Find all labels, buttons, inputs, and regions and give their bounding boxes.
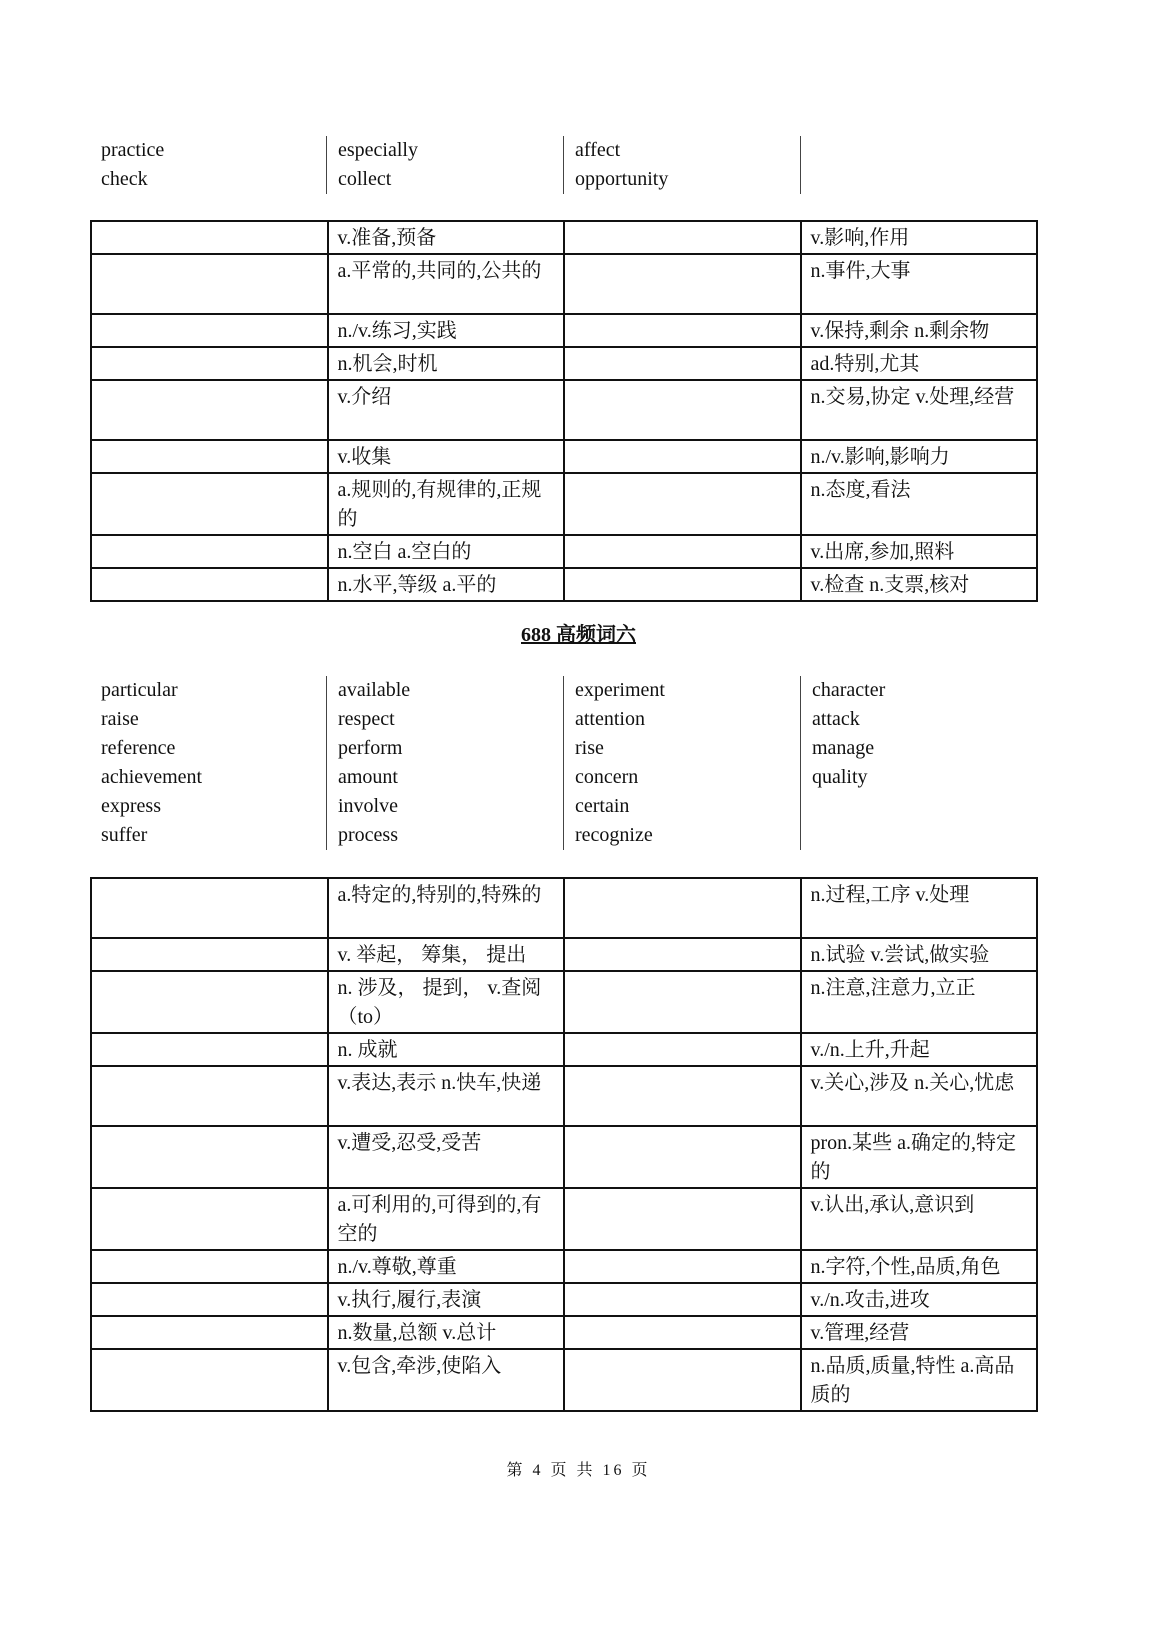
definition-cell: v.出席,参加,照料	[801, 535, 1038, 568]
blank-cell	[564, 314, 801, 347]
blank-cell	[91, 347, 328, 380]
definition-cell: v.检查 n.支票,核对	[801, 568, 1038, 601]
definition-cell: v.保持,剩余 n.剩余物	[801, 314, 1038, 347]
word: affect	[575, 139, 621, 161]
definition-cell: n.事件,大事	[801, 254, 1038, 314]
definition-cell: v.认出,承认,意识到	[801, 1188, 1038, 1250]
blank-cell	[564, 568, 801, 601]
table-row	[91, 938, 1037, 971]
definition-cell: v.收集	[328, 440, 565, 473]
blank-cell	[564, 1283, 801, 1316]
definition-cell: pron.某些 a.确定的,特定的	[801, 1126, 1038, 1188]
blank-cell	[91, 535, 328, 568]
blank-cell	[564, 1250, 801, 1283]
word: collect	[338, 168, 392, 190]
definition-cell: n. 成就	[328, 1033, 565, 1066]
definition-cell: n.水平,等级 a.平的	[328, 568, 565, 601]
definition-cell: v.介绍	[328, 380, 565, 440]
word: achievement	[101, 766, 203, 788]
definition-cell: v./n.上升,升起	[801, 1033, 1038, 1066]
blank-cell	[564, 1316, 801, 1349]
word-column	[327, 676, 564, 850]
definition-cell: n.品质,质量,特性 a.高品质的	[801, 1349, 1038, 1411]
definition-cell: n.机会,时机	[328, 347, 565, 380]
blank-cell	[91, 971, 328, 1033]
blank-cell	[91, 1188, 328, 1250]
blank-cell	[91, 1316, 328, 1349]
blank-cell	[564, 878, 801, 938]
blank-cell	[91, 1349, 328, 1411]
blank-cell	[564, 254, 801, 314]
word-list-2	[90, 676, 1038, 850]
definition-cell: n./v.练习,实践	[328, 314, 565, 347]
table-row	[91, 440, 1037, 473]
word: perform	[338, 737, 403, 759]
table-row	[91, 347, 1037, 380]
blank-cell	[564, 380, 801, 440]
word: quality	[812, 766, 868, 788]
blank-cell	[564, 938, 801, 971]
word: opportunity	[575, 168, 669, 190]
word: experiment	[575, 679, 665, 701]
definition-cell: n.态度,看法	[801, 473, 1038, 535]
blank-cell	[564, 971, 801, 1033]
table-row	[91, 254, 1037, 314]
blank-cell	[564, 1349, 801, 1411]
blank-cell	[91, 938, 328, 971]
word-column	[801, 676, 1038, 850]
definition-cell: n./v.尊敬,尊重	[328, 1250, 565, 1283]
definition-cell: v. 举起， 筹集， 提出	[328, 938, 565, 971]
definition-cell: a.平常的,共同的,公共的	[328, 254, 565, 314]
page-footer: 第 4 页 共 16 页	[506, 1462, 651, 1479]
word: particular	[101, 679, 178, 701]
table-row	[91, 535, 1037, 568]
word-column	[327, 136, 564, 194]
word: attack	[812, 708, 860, 730]
blank-cell	[91, 1283, 328, 1316]
blank-cell	[564, 347, 801, 380]
table-row	[91, 1250, 1037, 1283]
word-column	[90, 676, 327, 850]
blank-cell	[91, 473, 328, 535]
word: check	[101, 168, 148, 190]
table-row	[91, 971, 1037, 1033]
blank-cell	[91, 1066, 328, 1126]
definition-cell: ad.特别,尤其	[801, 347, 1038, 380]
definition-cell: n.空白 a.空白的	[328, 535, 565, 568]
blank-cell	[564, 473, 801, 535]
table-row	[91, 1126, 1037, 1188]
definition-cell: a.可利用的,可得到的,有空的	[328, 1188, 565, 1250]
word: recognize	[575, 824, 653, 846]
word-column	[564, 676, 801, 850]
blank-cell	[564, 1033, 801, 1066]
word: especially	[338, 139, 418, 161]
word: available	[338, 679, 411, 701]
definition-cell: n.注意,注意力,立正	[801, 971, 1038, 1033]
word: manage	[812, 737, 875, 759]
definition-cell: n./v.影响,影响力	[801, 440, 1038, 473]
word: amount	[338, 766, 398, 788]
blank-cell	[564, 1066, 801, 1126]
blank-cell	[564, 1188, 801, 1250]
word-column	[564, 136, 801, 194]
definition-cell: v.遭受,忍受,受苦	[328, 1126, 565, 1188]
blank-cell	[91, 1250, 328, 1283]
blank-cell	[91, 1033, 328, 1066]
definition-cell: a.特定的,特别的,特殊的	[328, 878, 565, 938]
definition-cell: n.试验 v.尝试,做实验	[801, 938, 1038, 971]
definition-cell: v.关心,涉及 n.关心,忧虑	[801, 1066, 1038, 1126]
table-row	[91, 1349, 1037, 1411]
table-row	[91, 1066, 1037, 1126]
section-title: 688 高频词六	[521, 624, 636, 646]
word: suffer	[101, 824, 148, 846]
word: rise	[575, 737, 604, 759]
blank-cell	[564, 440, 801, 473]
definition-cell: v.执行,履行,表演	[328, 1283, 565, 1316]
definition-cell: n. 涉及， 提到， v.查阅（to）	[328, 971, 565, 1033]
word-column	[90, 136, 327, 194]
definition-cell: v./n.攻击,进攻	[801, 1283, 1038, 1316]
definition-cell: v.准备,预备	[328, 221, 565, 254]
blank-cell	[564, 221, 801, 254]
word-list-1	[90, 136, 1038, 194]
table-row	[91, 221, 1037, 254]
word-column	[801, 136, 1038, 194]
word: reference	[101, 737, 176, 759]
word: process	[338, 824, 398, 846]
word: respect	[338, 708, 395, 730]
table-row	[91, 1033, 1037, 1066]
vocab-table-1	[90, 220, 1038, 602]
definition-cell: v.包含,牵涉,使陷入	[328, 1349, 565, 1411]
vocab-table-2	[90, 877, 1038, 1412]
word: involve	[338, 795, 398, 817]
definition-cell: v.表达,表示 n.快车,快递	[328, 1066, 565, 1126]
table-row	[91, 568, 1037, 601]
word: character	[812, 679, 886, 701]
blank-cell	[91, 1126, 328, 1188]
table-row	[91, 1188, 1037, 1250]
blank-cell	[91, 254, 328, 314]
definition-cell: n.字符,个性,品质,角色	[801, 1250, 1038, 1283]
blank-cell	[564, 1126, 801, 1188]
word: express	[101, 795, 161, 817]
definition-cell: n.过程,工序 v.处理	[801, 878, 1038, 938]
word: attention	[575, 708, 645, 730]
word: practice	[101, 139, 165, 161]
blank-cell	[91, 380, 328, 440]
blank-cell	[91, 314, 328, 347]
table-row	[91, 878, 1037, 938]
table-row	[91, 314, 1037, 347]
table-row	[91, 1316, 1037, 1349]
word: raise	[101, 708, 139, 730]
table-row	[91, 473, 1037, 535]
word: concern	[575, 766, 639, 788]
blank-cell	[91, 221, 328, 254]
blank-cell	[564, 535, 801, 568]
table-row	[91, 1283, 1037, 1316]
word: certain	[575, 795, 630, 817]
definition-cell: v.影响,作用	[801, 221, 1038, 254]
definition-cell: n.交易,协定 v.处理,经营	[801, 380, 1038, 440]
blank-cell	[91, 568, 328, 601]
table-row	[91, 380, 1037, 440]
blank-cell	[91, 440, 328, 473]
blank-cell	[91, 878, 328, 938]
definition-cell: a.规则的,有规律的,正规的	[328, 473, 565, 535]
definition-cell: n.数量,总额 v.总计	[328, 1316, 565, 1349]
definition-cell: v.管理,经营	[801, 1316, 1038, 1349]
